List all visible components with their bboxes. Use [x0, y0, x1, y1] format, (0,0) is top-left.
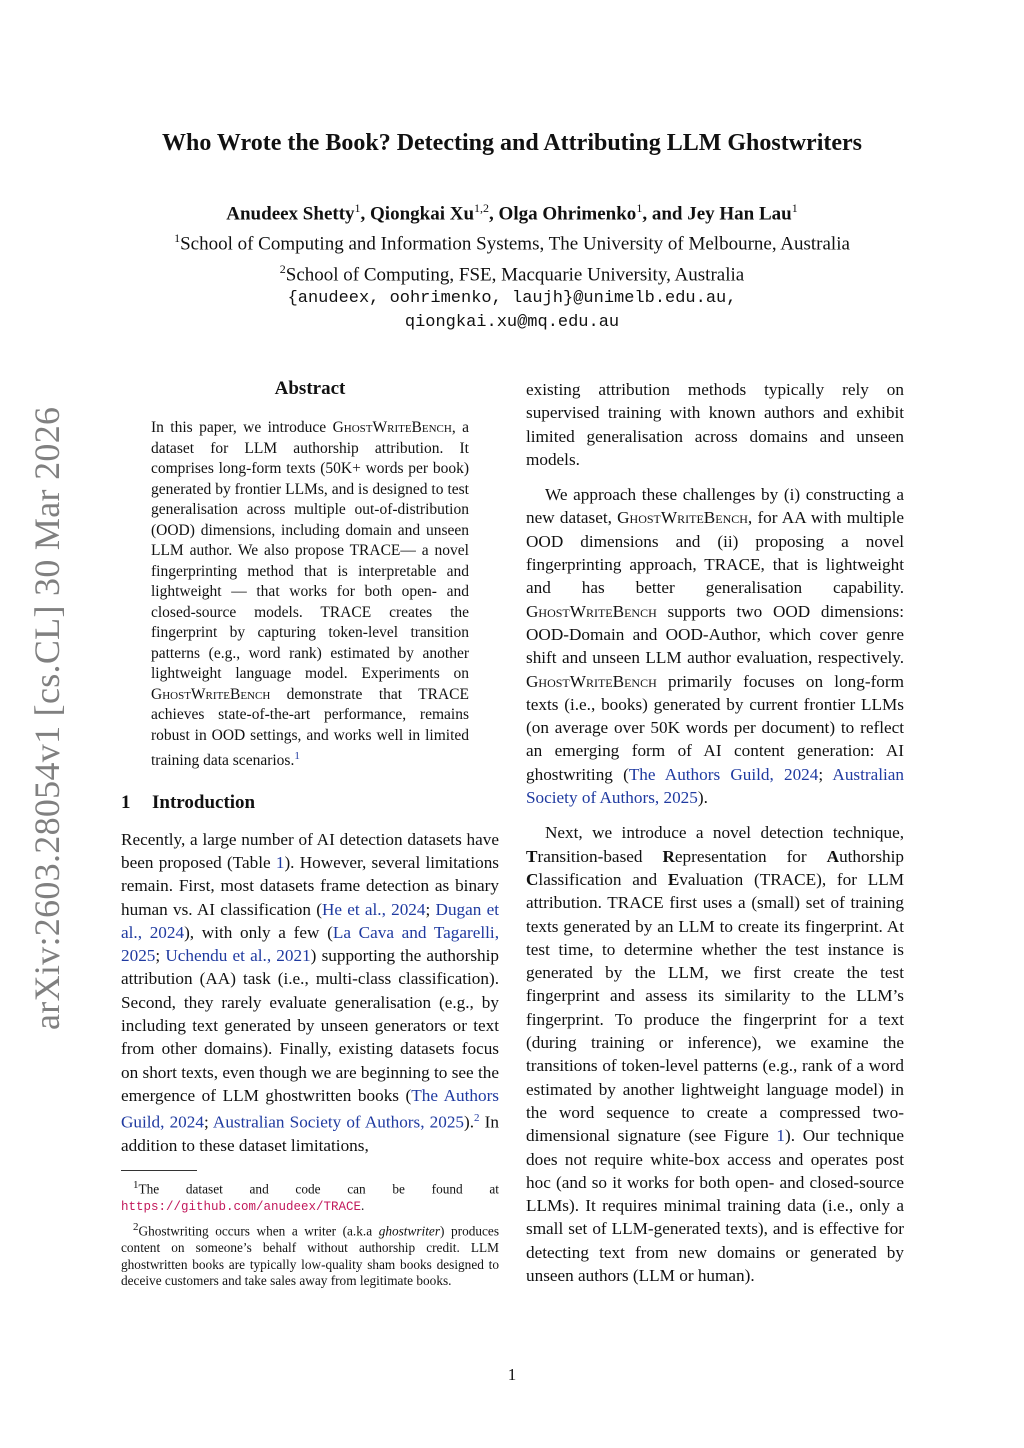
author-name: Jey Han Lau: [687, 203, 792, 225]
citation[interactable]: Australian Society of Authors, 2025: [212, 1112, 465, 1132]
table-ref[interactable]: 1: [275, 852, 285, 872]
dataset-name: GhostWriteBench: [526, 601, 657, 621]
dataset-name: GhostWriteBench: [526, 671, 657, 691]
footnote-ref[interactable]: 1: [294, 750, 300, 762]
dataset-name: GhostWriteBench: [617, 508, 748, 528]
abstract-text: In this paper, we introduce GhostWriteBench, a dataset for LLM authorship attribution. It comprises long-form texts (50K+ words per book) generated by frontier LLMs, and is designed to test generalisation across multiple out-of-distribution (OOD) dimensions, including domain and unseen LLM author. We also propose TRACE— a novel fingerprinting method that is interpretable and lightweight — that works for both open- and closed-source models. TRACE creates the fingerprint by capturing token-level transition patterns (e.g., word rank) estimated by another lightweight language model. Experiments on GhostWriteBench demonstrate that TRACE achieves state-of-the-art performance, remains robust in OOD settings, and works well in limited training data scenarios.$^1$: [151, 419, 469, 770]
citation[interactable]: The Authors Guild, 2024: [628, 764, 819, 784]
citation[interactable]: He et al., 2024: [321, 899, 426, 919]
footnote-1: $^1$The dataset and code can be found at https://github.com/anudeex/TRACE.: [121, 1178, 499, 1214]
footnote-divider: [121, 1170, 197, 1171]
author-name: Qiongkai Xu: [370, 203, 475, 225]
citation[interactable]: Uchendu et al., 2021: [165, 946, 311, 966]
right-column: [526, 378, 904, 1299]
affiliation-2: $^2$School of Computing, FSE, Macquarie University, Australia: [279, 261, 745, 285]
author-name: Olga Ohrimenko: [498, 203, 637, 225]
body-paragraph: We approach these challenges by (i) constructing a new dataset, GhostWriteBench, for AA with multiple OOD dimensions and (ii) proposing a novel fingerprinting approach, TRACE, that is lightweight and has better generalisation capability. GhostWriteBench supports two OOD dimensions: OOD-Domain and OOD-Author, which cover genre shift and unseen LLM author evaluation, respectively. GhostWriteBench primarily focuses on long-form texts (i.e., books) generated by current frontier LLMs (on average over 50K words per document) to reflect an emerging form of AI content generation: AI ghostwriting (The Authors Guild, 2024; Australian Society of Authors, 2025).: [526, 485, 905, 808]
figure-ref[interactable]: 1: [776, 1126, 786, 1146]
section-heading-introduction: 1 Introduction: [121, 791, 256, 813]
author-block: [0, 196, 1024, 335]
page-number: 1: [507, 1365, 517, 1384]
footnote-ref[interactable]: 2: [474, 1112, 480, 1125]
intro-paragraph: Recently, a large number of AI detection datasets have been proposed (Table 1). However, several limitations remain. First, most datasets frame detection as binary human vs. AI classification (He et al., 2024; Dugan et al., 2024), with only a few (La Cava and Tagarelli, 2025; Uchendu et al., 2021) supporting the authorship attribution (AA) task (i.e., multi-class classification). Second, they rarely evaluate generalisation (e.g., by including text generated by unseen generators or text from other domains). Finally, existing datasets focus on short texts, even though we are beginning to see the emergence of LLM ghostwritten books (The Authors Guild, 2024; Australian Society of Authors, 2025).$^2$ In addition to these dataset limitations,: [121, 829, 500, 1156]
citation[interactable]: The Authors Guild, 2024: [121, 1085, 499, 1132]
body-paragraph: Next, we introduce a novel detection technique, Transition-based Representation for Authorship Classification and Evaluation (TRACE), for LLM attribution. TRACE first uses a (small) set of training texts generated by an LLM to create its fingerprint. At test time, to determine whether the test instance is generated by the LLM, we first create the test fingerprint and assess its similarity to the LLM’s fingerprint. To produce the fingerprint for a text (during training or inference), we examine the transitions of token-level patterns (e.g., rank of a word estimated by another lightweight language model) in the word sequence to create a compressed two-dimensional signature (see Figure 1). Our technique does not require white-box access and operates post hoc (and so it works for both open- and closed-source LLMs). It requires minimal training data (i.e., only a small set of LLM-generated texts), and is effective for detecting text from new domains or generated by unseen authors (LLM or human).: [526, 823, 905, 1285]
paper-title: Who Wrote the Book? Detecting and Attributing LLM Ghostwriters: [162, 130, 862, 156]
author-emails[interactable]: {anudeex, oohrimenko, laujh}@unimelb.edu.au,: [287, 288, 737, 308]
author-names: Anudeex Shetty$^1$, Qiongkai Xu$^{1,2}$, Olga Ohrimenko$^1$, and Jey Han Lau$^1$: [226, 201, 798, 225]
body-paragraph: existing attribution methods typically rely on supervised training with known authors and exhibit limited generalisation across domains and unseen models.: [526, 380, 904, 469]
github-link[interactable]: https://github.com/anudeex/TRACE: [121, 1199, 362, 1214]
left-column: [121, 378, 499, 1294]
citation[interactable]: Dugan et al., 2024: [121, 899, 500, 942]
citation[interactable]: Australian Society of Authors, 2025: [526, 764, 905, 808]
dataset-name: GhostWriteBench: [151, 685, 271, 703]
dataset-name: GhostWriteBench: [332, 419, 452, 436]
author-name: Anudeex Shetty: [226, 203, 355, 225]
arxiv-stamp: arXiv:2603.28054v1 [cs.CL] 30 Mar 2026: [27, 406, 67, 1030]
citation[interactable]: La Cava and Tagarelli, 2025: [121, 922, 499, 966]
affiliation-1: $^1$School of Computing and Information Systems, The University of Melbourne, Australia: [174, 231, 850, 255]
footnote-2: $^2$Ghostwriting occurs when a writer (a.k.a ghostwriter) produces content on someone’s behalf without authorship credit. LLM ghostwritten books are typically low-quality sham books designed to deceive customers and take sales away from legitimate books.: [121, 1221, 499, 1289]
abstract-heading: Abstract: [274, 378, 346, 399]
author-emails[interactable]: qiongkai.xu@mq.edu.au: [404, 312, 620, 332]
